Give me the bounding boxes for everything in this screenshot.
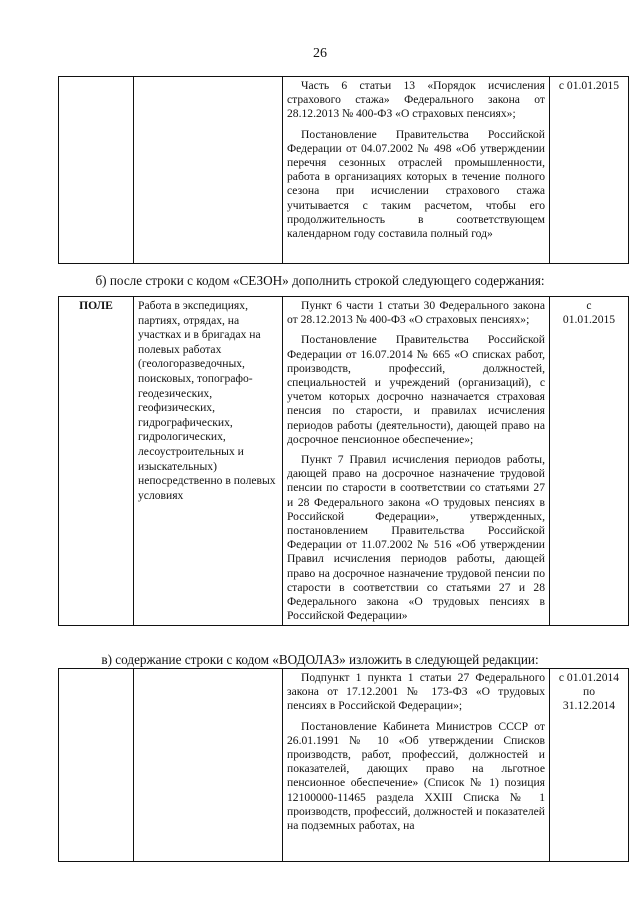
basis-paragraph: Подпункт 1 пункта 1 статьи 27 Федерального закона от 17.12.2001 № 173-ФЗ «О трудовых пенсиях в Российской Федерации»;	[287, 671, 545, 713]
basis-cell	[283, 77, 550, 264]
basis-paragraph: Постановление Правительства Российской Федерации от 04.07.2002 № 498 «Об утверждении перечня сезонных отраслей промышленности, работа в организациях которых в течение полного сезона при исчислении страхового стажа учитывается с таким расчетом, чтобы его продолжительность в соответствующем календарном году составила полный год»	[287, 127, 545, 241]
table-row	[59, 297, 629, 626]
name-cell	[134, 77, 283, 264]
instruction-b: б) после строки с кодом «СЕЗОН» дополнить строкой следующего содержания:	[95, 273, 545, 288]
code-cell	[59, 77, 134, 264]
code-cell	[59, 669, 134, 862]
basis-cell	[283, 669, 550, 862]
page-number: 26	[313, 46, 327, 61]
basis-cell	[283, 297, 550, 626]
date-cell: с 01.01.2015	[550, 297, 629, 626]
table-fragment-3	[58, 668, 629, 862]
basis-paragraph: Постановление Правительства Российской Федерации от 16.07.2014 № 665 «О списках работ, производств, профессий, должностей, специальностей и учреждений (организаций), с учетом которых досрочно назначается страховая пенсия по старости, и правилах исчисления периодов работы (деятельности), дающей право на досрочное пенсионное обеспечение»;	[287, 333, 545, 446]
date-cell: с 01.01.2014 по 31.12.2014	[550, 669, 629, 862]
name-cell	[134, 669, 283, 862]
table-row	[59, 669, 629, 862]
table-row	[59, 77, 629, 264]
instruction-c: в) содержание строки с кодом «ВОДОЛАЗ» изложить в следующей редакции:	[101, 652, 539, 667]
table-fragment-1	[58, 76, 629, 264]
basis-paragraph: Пункт 6 части 1 статьи 30 Федерального закона от 28.12.2013 № 400-ФЗ «О страховых пенсиях»;	[287, 299, 545, 327]
table-fragment-2	[58, 296, 629, 626]
date-cell: с 01.01.2015	[550, 77, 629, 264]
basis-paragraph: Пункт 7 Правил исчисления периодов работы, дающей право на досрочное назначение трудовой пенсии по старости в соответствии со статьями 27 и 28 Федерального закона «О трудовых пенсиях в Российской Федерации», утвержденных, постановлением Правительства Российской Федерации от 11.07.2002 № 516 «Об утверждении Правил исчисления периодов работы, дающей право на досрочное назначение трудовой пенсии по старости в соответствии со статьями 27 и 28 Федерального закона «О трудовых пенсиях в Российской Федерации»	[287, 453, 545, 623]
code-cell: ПОЛЕ	[59, 297, 134, 626]
name-cell: Работа в экспедициях, партиях, отрядах, на участках и в бригадах на полевых работах (геологоразведочных, поисковых, топографо-геодезических, геофизических, гидрографических, гидрологических, лесоустроительных и изыскательных) непосредственно в полевых условиях	[134, 297, 283, 626]
basis-paragraph: Часть 6 статьи 13 «Порядок исчисления страхового стажа» Федерального закона от 28.12.2013 № 400-ФЗ «О страховых пенсиях»;	[287, 79, 545, 121]
basis-paragraph: Постановление Кабинета Министров СССР от 26.01.1991 № 10 «Об утверждении Списков производств, работ, профессий, должностей и показателей, дающих право на льготное пенсионное обеспечение» (Список № 1) позиция 12100000-11465 раздела XXIII Списка № 1 производств, профессий, должностей и показателей на подземных работах, на	[287, 719, 545, 833]
